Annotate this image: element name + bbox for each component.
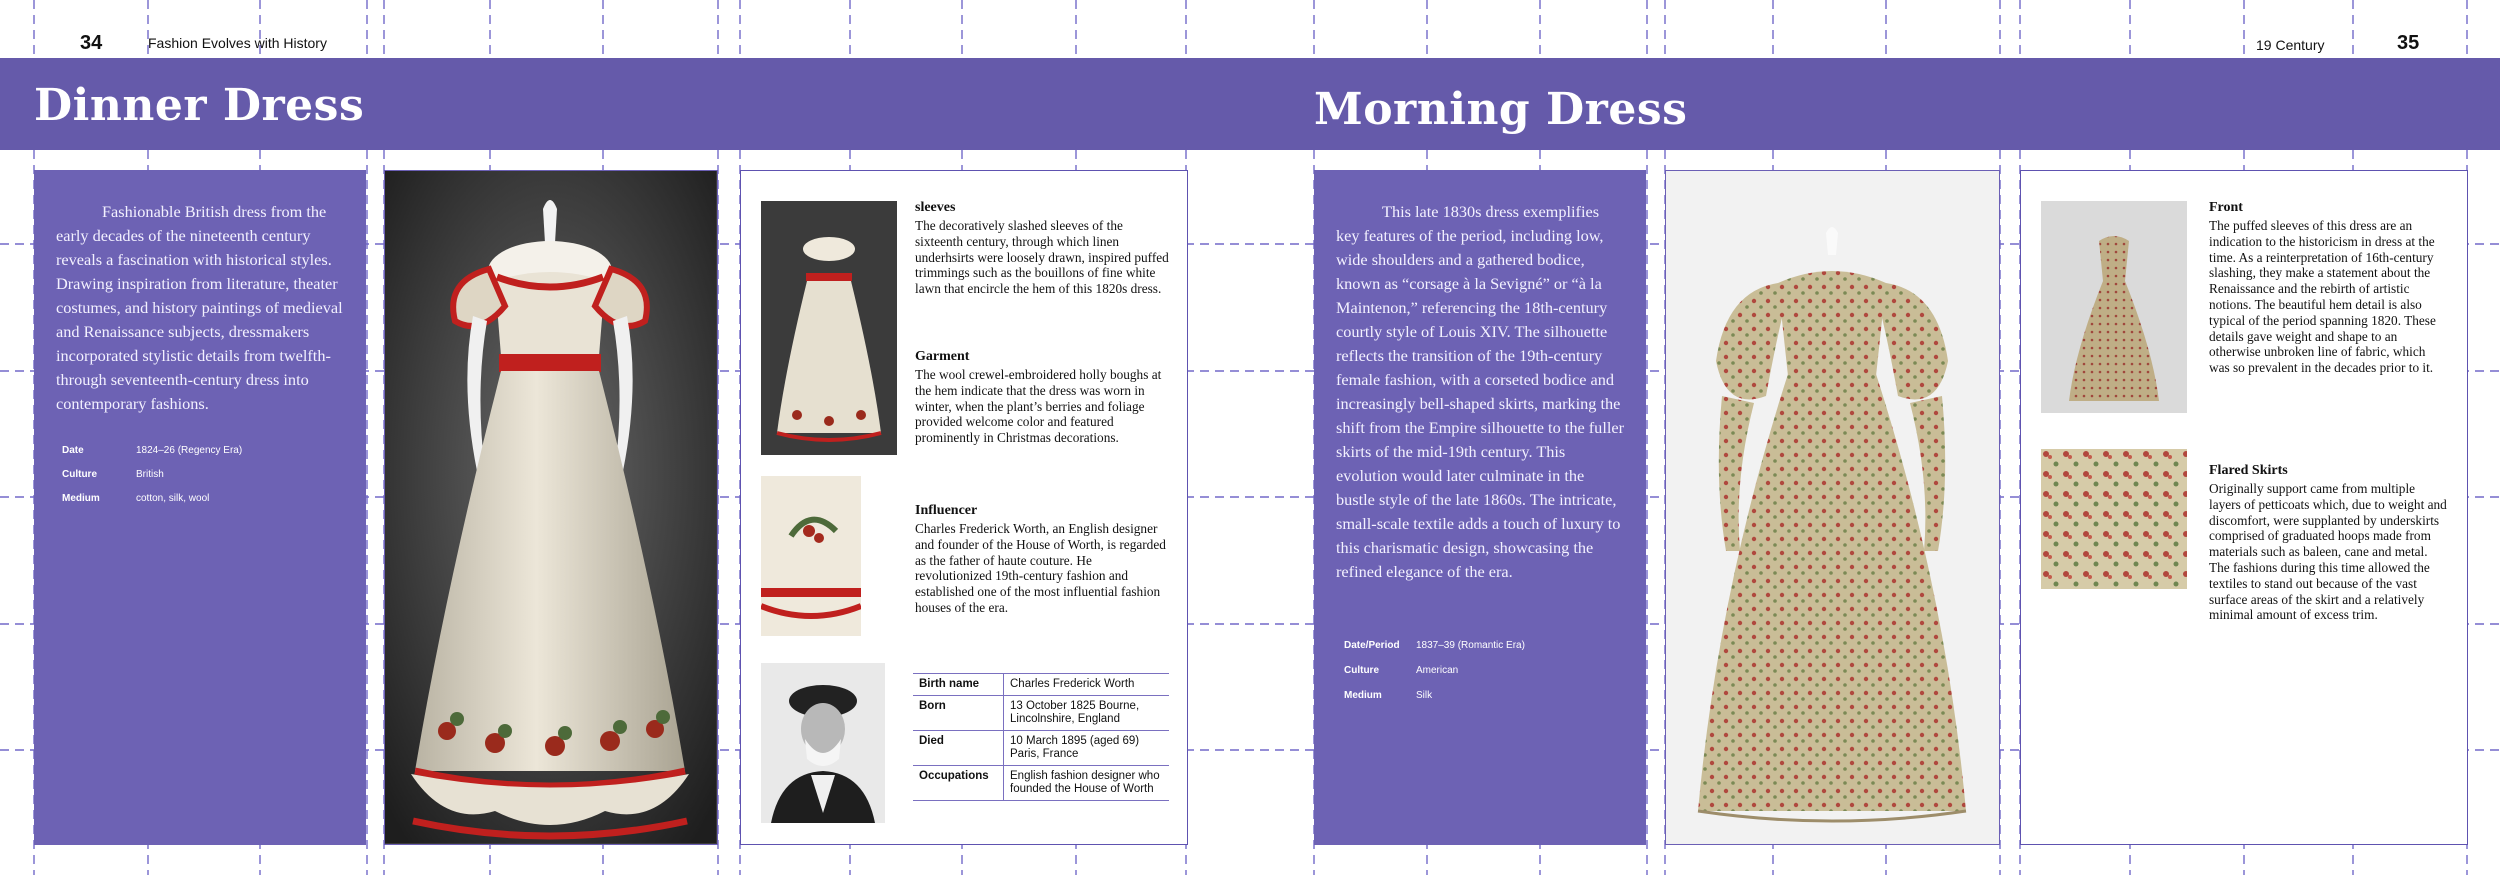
meta-value: cotton, silk, wool: [136, 493, 210, 504]
detail-thumb-full-dress: [761, 201, 897, 455]
detail-title: Front: [2209, 200, 2243, 215]
page-title-dinner-dress: Dinner Dress: [34, 80, 365, 131]
meta-list-right: [1344, 640, 1624, 700]
title-band: [0, 58, 2500, 150]
intro-panel-left: [34, 170, 366, 845]
portrait-charles-worth: [761, 663, 885, 823]
meta-label: Date: [62, 445, 84, 456]
bio-value: Charles Frederick Worth: [1004, 674, 1170, 696]
detail-body: The puffed sleeves of this dress are an indication to the historicism in dress at the time. As a reinterpretation of 16th-century slashing, they make a statement about the Renaissance and the rebirth of artistic notions. The beautiful hem detail is also typical of the period spanning 1820. These details gave weight and shape to an otherwise unbroken line of fabric, which was so prevalent in the decades prior to it.: [2209, 218, 2436, 376]
meta-list-left: [62, 445, 342, 505]
detail-title: sleeves: [915, 200, 956, 215]
bio-table: [913, 673, 1169, 801]
detail-body: The wool crewel-embroidered holly boughs at the hem indicate that the dress was worn in winter, when the plant’s berries and foliage provided welcome color and featured prominently in Christmas decorations.: [915, 367, 1162, 446]
detail-body: The decoratively slashed sleeves of the sixteenth century, through which linen underhsirts were loosely drawn, inspired puffed trimmings such as the bouillons of fine white lawn that encircle the hem of this 1820s dress.: [915, 218, 1169, 297]
meta-label: Medium: [62, 493, 100, 504]
detail-thumb-holly-embroidery: [761, 476, 861, 636]
table-row: [913, 731, 1169, 766]
detail-title: Flared Skirts: [2209, 463, 2288, 478]
meta-value: 1824–26 (Regency Era): [136, 445, 243, 456]
running-head-right: 19 Century: [2256, 37, 2325, 53]
bio-value: 10 March 1895 (aged 69) Paris, France: [1004, 731, 1170, 766]
page-number-left: 34: [80, 32, 103, 54]
details-panel-left: [740, 170, 1188, 845]
table-row: [913, 766, 1169, 801]
detail-title: Garment: [915, 349, 970, 364]
meta-label: Medium: [1344, 690, 1382, 701]
table-row: [913, 696, 1169, 731]
bio-key: Born: [913, 696, 1004, 731]
meta-value: American: [1416, 665, 1459, 676]
morning-dress-image: [1666, 171, 1998, 843]
detail-front: [2209, 200, 2449, 376]
bio-key: Died: [913, 731, 1004, 766]
page-number-right: 35: [2397, 32, 2420, 54]
meta-label: Date/Period: [1344, 640, 1400, 651]
detail-thumb-dress-back: [2041, 201, 2187, 413]
dinner-dress-image: [385, 171, 716, 843]
detail-influencer: [915, 503, 1171, 616]
meta-label: Culture: [1344, 665, 1379, 676]
morning-dress-photo: [1665, 170, 2000, 845]
meta-value: 1837–39 (Romantic Era): [1416, 640, 1525, 651]
bio-key: Birth name: [913, 674, 1004, 696]
detail-body: Charles Frederick Worth, an English designer and founder of the House of Worth, is regarded as the father of haute couture. He revolutionized 19th-century fashion and established one of the most influential fashion houses of the era.: [915, 521, 1166, 615]
bio-value: English fashion designer who founded the House of Worth: [1004, 766, 1170, 801]
dinner-dress-photo: [384, 170, 718, 845]
bio-value: 13 October 1825 Bourne, Lincolnshire, England: [1004, 696, 1170, 731]
intro-panel-right: [1314, 170, 1646, 845]
table-row: [913, 674, 1169, 696]
intro-text-right: This late 1830s dress exemplifies key features of the period, including low, wide shoulders and a gathered bodice, known as “corsage à la Sevigné” or “à la Maintenon,” referencing the 18th-century courtly style of Louis XIV. The silhouette reflects the transition of the 19th-century female fashion, with a corseted bodice and increasingly bell-shaped skirts, marking the shift from the Empire silhouette to the fuller skirts of the mid-19th century. This evolution would later culminate in the bustle style of the late 1860s. The intricate, small-scale textile adds a touch of luxury to this charismatic design, showcasing the refined elegance of the era.: [1336, 202, 1625, 581]
meta-value: Silk: [1416, 690, 1433, 701]
meta-value: British: [136, 469, 164, 480]
page-title-morning-dress: Morning Dress: [1314, 84, 1688, 135]
detail-body: Originally support came from multiple layers of petticoats which, due to weight and discomfort, were supplanted by underskirts comprised of graduated hoops made from materials such as baleen, cane and metal. The fashions during this time allowed the textiles to stand out because of the vast surface areas of the skirt and a relatively minimal amount of excess trim.: [2209, 481, 2447, 623]
detail-flared-skirts: [2209, 463, 2449, 623]
detail-thumb-textile: [2041, 449, 2187, 589]
detail-garment: [915, 349, 1171, 446]
detail-sleeves: [915, 200, 1171, 297]
running-head-left: Fashion Evolves with History: [148, 35, 327, 51]
detail-title: Influencer: [915, 503, 978, 518]
intro-text-left: Fashionable British dress from the early decades of the nineteenth century reveals a fascination with historical styles. Drawing inspiration from literature, theater costumes, and history paintings of medieval and Renaissance subjects, dressmakers incorporated stylistic details from twelfth- through seventeenth-century dress into contemporary fashions.: [56, 202, 343, 413]
details-panel-right: [2020, 170, 2468, 845]
meta-label: Culture: [62, 469, 97, 480]
bio-key: Occupations: [913, 766, 1004, 801]
